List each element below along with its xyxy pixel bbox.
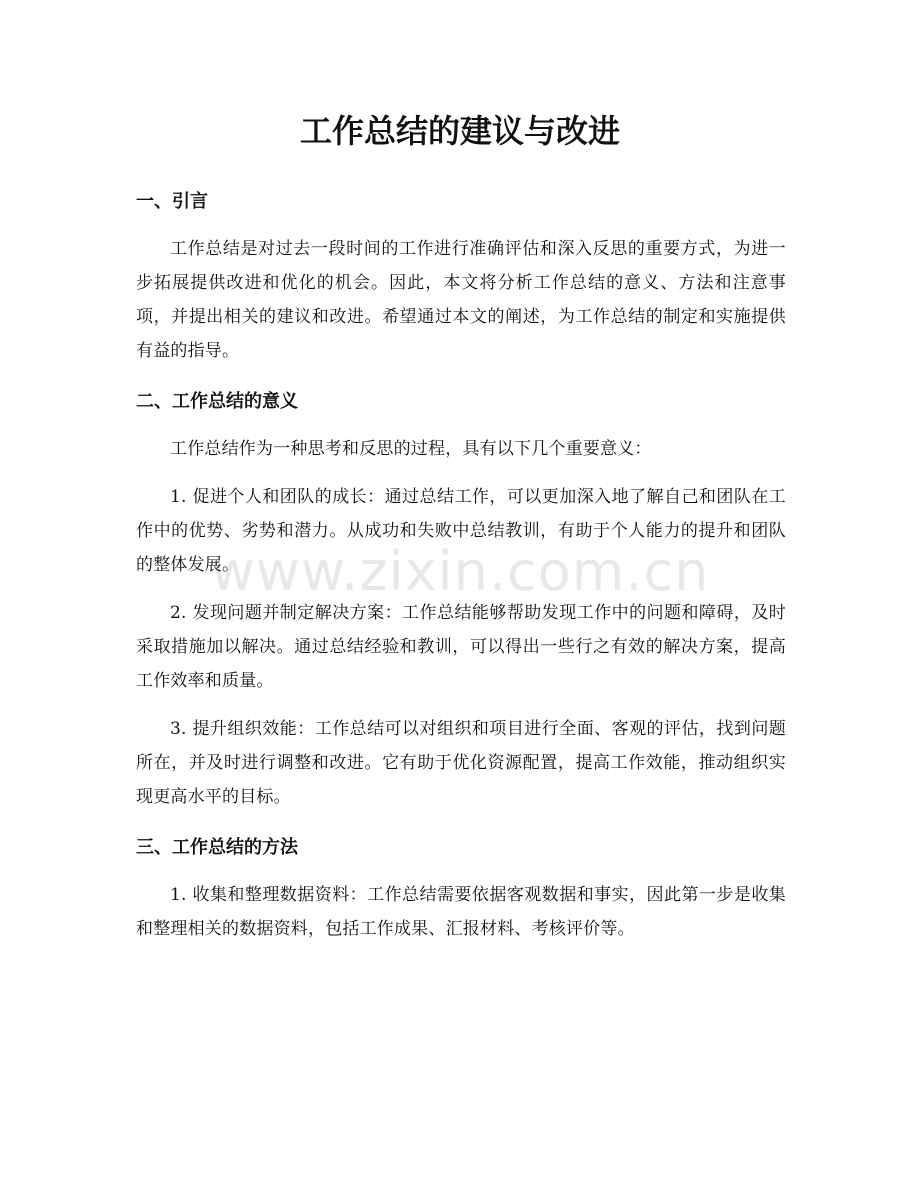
watermark: www.zixin.com.cn <box>210 540 710 603</box>
section-heading-methods: 三、工作总结的方法 <box>136 837 298 858</box>
section-heading-intro: 一、引言 <box>136 191 208 212</box>
section-heading-significance: 二、工作总结的意义 <box>136 391 298 412</box>
document-body <box>136 182 786 960</box>
paragraph: 2. 发现问题并制定解决方案：工作总结能够帮助发现工作中的问题和障碍，及时采取措施加以解决。通过总结经验和教训，可以得出一些行之有效的解决方案，提高工作效率和质量。 <box>136 603 786 691</box>
paragraph: 1. 促进个人和团队的成长：通过总结工作，可以更加深入地了解自己和团队在工作中的优势、劣势和潜力。从成功和失败中总结教训，有助于个人能力的提升和团队的整体发展。 <box>136 487 786 575</box>
paragraph: 3. 提升组织效能：工作总结可以对组织和项目进行全面、客观的评估，找到问题所在，并及时进行调整和改进。它有助于优化资源配置，提高工作效能，推动组织实现更高水平的目标。 <box>136 719 786 807</box>
paragraph: 工作总结是对过去一段时间的工作进行准确评估和深入反思的重要方式，为进一步拓展提供改进和优化的机会。因此，本文将分析工作总结的意义、方法和注意事项，并提出相关的建议和改进。希望通过本文的阐述，为工作总结的制定和实施提供有益的指导。 <box>136 239 786 361</box>
paragraph: 工作总结作为一种思考和反思的过程，具有以下几个重要意义： <box>170 439 652 459</box>
paragraph: 1. 收集和整理数据资料：工作总结需要依据客观数据和事实，因此第一步是收集和整理相关的数据资料，包括工作成果、汇报材料、考核评价等。 <box>136 885 786 939</box>
page-title: 工作总结的建议与改进 <box>299 112 620 150</box>
